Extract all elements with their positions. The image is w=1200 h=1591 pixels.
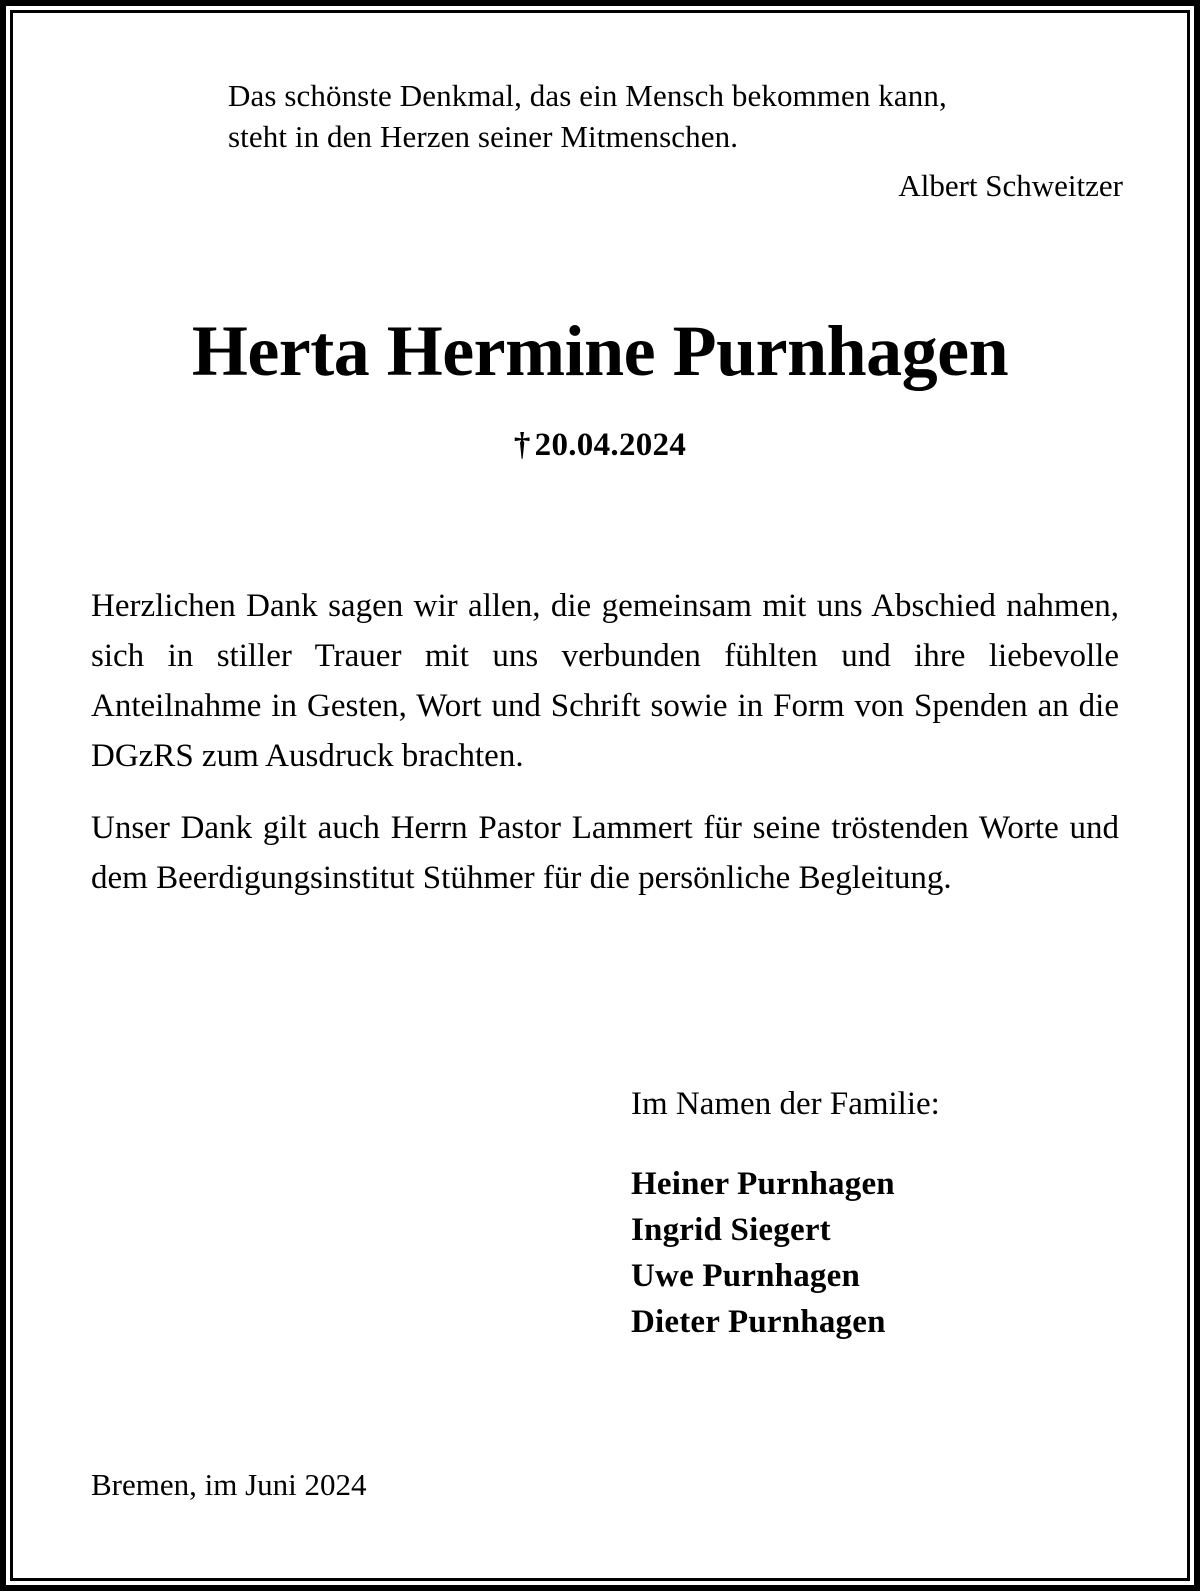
notice-inner-rule [10, 10, 1190, 1581]
notice-border-gap [6, 6, 1194, 1585]
place-and-date: Bremen, im Juni 2024 [91, 1467, 367, 1502]
family-intro-label: Im Namen der Familie: [631, 1086, 940, 1122]
quotation-attribution: Albert Schweitzer [898, 168, 1123, 203]
family-signature-block [631, 1083, 1131, 1345]
thank-you-paragraph-1: Herzlichen Dank sagen wir allen, die gemeinsam mit uns Abschied nahmen, sich in stiller Trauer mit uns verbunden fühlten und ihre liebevolle Anteilnahme in Gesten, Wort und Schrift sowie in Form von Spenden an die DGzRS zum Ausdruck brachten. [91, 588, 1119, 774]
deceased-name: Herta Hermine Purnhagen [191, 311, 1009, 391]
thank-you-paragraph-2: Unser Dank gilt auch Herrn Pastor Lammert für seine tröstenden Worte und dem Beerdigungsinstitut Stühmer für die persönliche Begleitung. [91, 810, 1119, 896]
thank-you-text-block [91, 581, 1119, 903]
family-member-name: Dieter Purnhagen [631, 1304, 886, 1340]
cross-icon: † [513, 427, 531, 463]
family-member-name: Heiner Purnhagen [631, 1166, 895, 1202]
notice-content [13, 13, 1187, 1578]
quotation-block [228, 75, 1123, 206]
family-member-name: Uwe Purnhagen [631, 1258, 861, 1294]
quotation-line-2: steht in den Herzen seiner Mitmenschen. [228, 119, 739, 154]
death-date-line [13, 425, 1187, 465]
family-member-name: Ingrid Siegert [631, 1212, 831, 1248]
quotation-line-1: Das schönste Denkmal, das ein Mensch bekommen kann, [228, 78, 947, 113]
death-date-value: 20.04.2024 [534, 427, 687, 463]
